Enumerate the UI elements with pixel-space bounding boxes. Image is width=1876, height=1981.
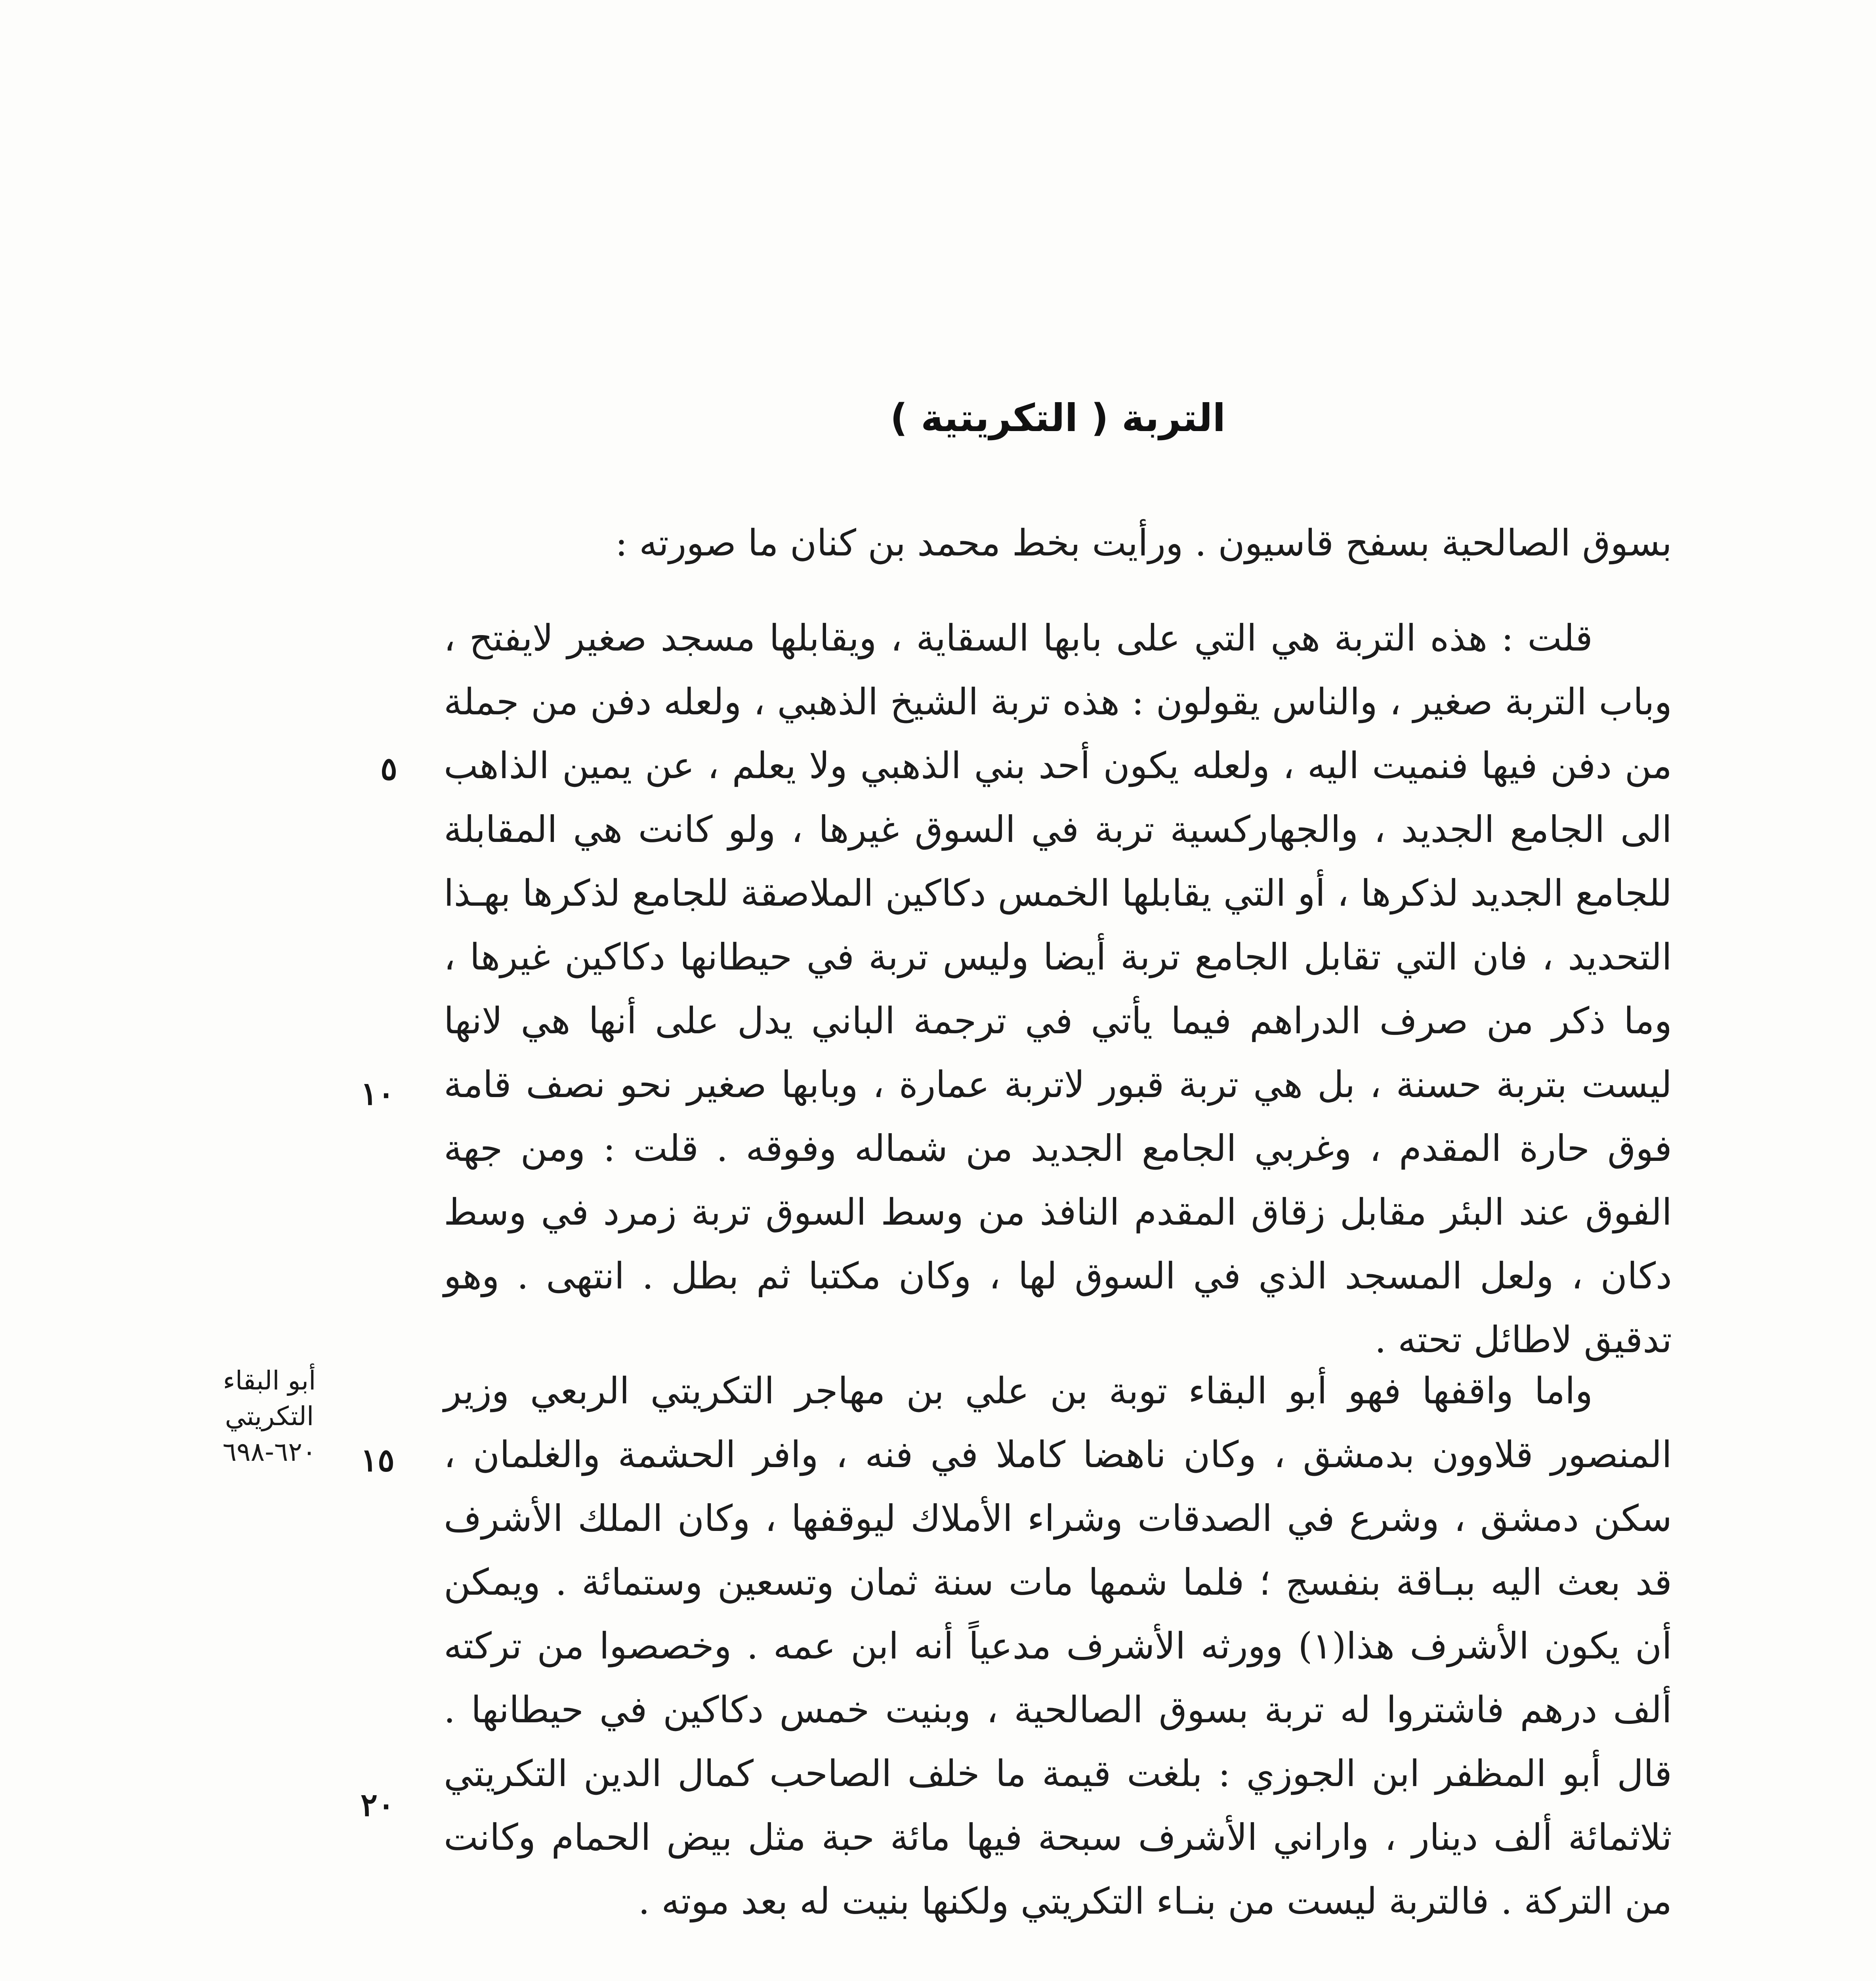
section-heading-tikritiyya: التربة ( التكريتية ) (890, 396, 1226, 440)
body-paragraph-1: قلت : هذه التربة هي التي على بابها السقاية ، ويقابلها مسجد صغير لايفتح ، وباب التربة صغير ، والناس يقولون : هذه تربة الشيخ الذهبي ، ولعله دفن من جملة من دفن فيها فنميت اليه ، ولعله يكون أحد بني الذهبي ولا يعلم ، عن يمين الذاهب الى الجامع الجديد ، والجهاركسية تربة في السوق غيرها ، ولو كانت هي المقابلة للجامع الجديد لذكرها ، أو التي يقابلها الخمس دكاكين الملاصقة للجامع لذكرها بهـذا التحديد ، فان التي تقابل الجامع تربة أيضا وليس تربة في حيطانها دكاكين غيرها ، وما ذكر من صرف الدراهم فيما يأتي في ترجمة الباني يدل على أنها هي لانها ليست بتربة حسنة ، بل هي تربة قبور لاتربة عمارة ، وبابها صغير نحو نصف قامة فوق حارة المقدم ، وغربي الجامع الجديد من شماله وفوقه . قلت : ومن جهة الفوق عند البئر مقابل زقاق المقدم النافذ من وسط السوق تربة زمرد في وسط دكان ، ولعل المسجد الذي في السوق لها ، وكان مكتبا ثم بطل . انتهى . وهو تدقيق لاطائل تحته . (444, 617, 1672, 1361)
margin-note-dates: ٦٢٠-٦٩٨ (222, 1437, 317, 1467)
line-number-15: ١٥ (361, 1441, 395, 1479)
margin-note (186, 1363, 353, 1470)
intro-line: بسوق الصالحية بسفح قاسيون . ورأيت بخط محمد بن كنان ما صورته : (615, 522, 1672, 564)
margin-note-name: أبو البقاء (223, 1365, 316, 1396)
line-number-20: ٢٠ (361, 1786, 395, 1823)
body-paragraph-2: واما واقفها فهو أبو البقاء توبة بن علي بن مهاجر التكريتي الربعي وزير المنصور قلاوون بدمشق ، وكان ناهضا كاملا في فنه ، وافر الحشمة والغلمان ، سكن دمشق ، وشرع في الصدقات وشراء الأملاك ليوقفها ، وكان الملك الأشرف قد بعث اليه ببـاقة بنفسج ؛ فلما شمها مات سنة ثمان وتسعين وستمائة . ويمكن أن يكون الأشرف هذا(١) وورثه الأشرف مدعياً أنه ابن عمه . وخصصوا من تركته ألف درهم فاشتروا له تربة بسوق الصالحية ، وبنيت خمس دكاكين في حيطانها . قال أبو المظفر ابن الجوزي : بلغت قيمة ما خلف الصاحب كمال الدين التكريتي ثلاثمائة ألف دينار ، واراني الأشرف سبحة فيها مائة حبة مثل بيض الحمام وكانت من التركة . فالتربة ليست من بنـاء التكريتي ولكنها بنيت له بعد موته . (444, 1370, 1672, 1922)
line-number-10: ١٠ (361, 1075, 395, 1112)
line-number-5: ٥ (380, 750, 397, 787)
margin-note-nisba: التكريتي (225, 1401, 314, 1431)
